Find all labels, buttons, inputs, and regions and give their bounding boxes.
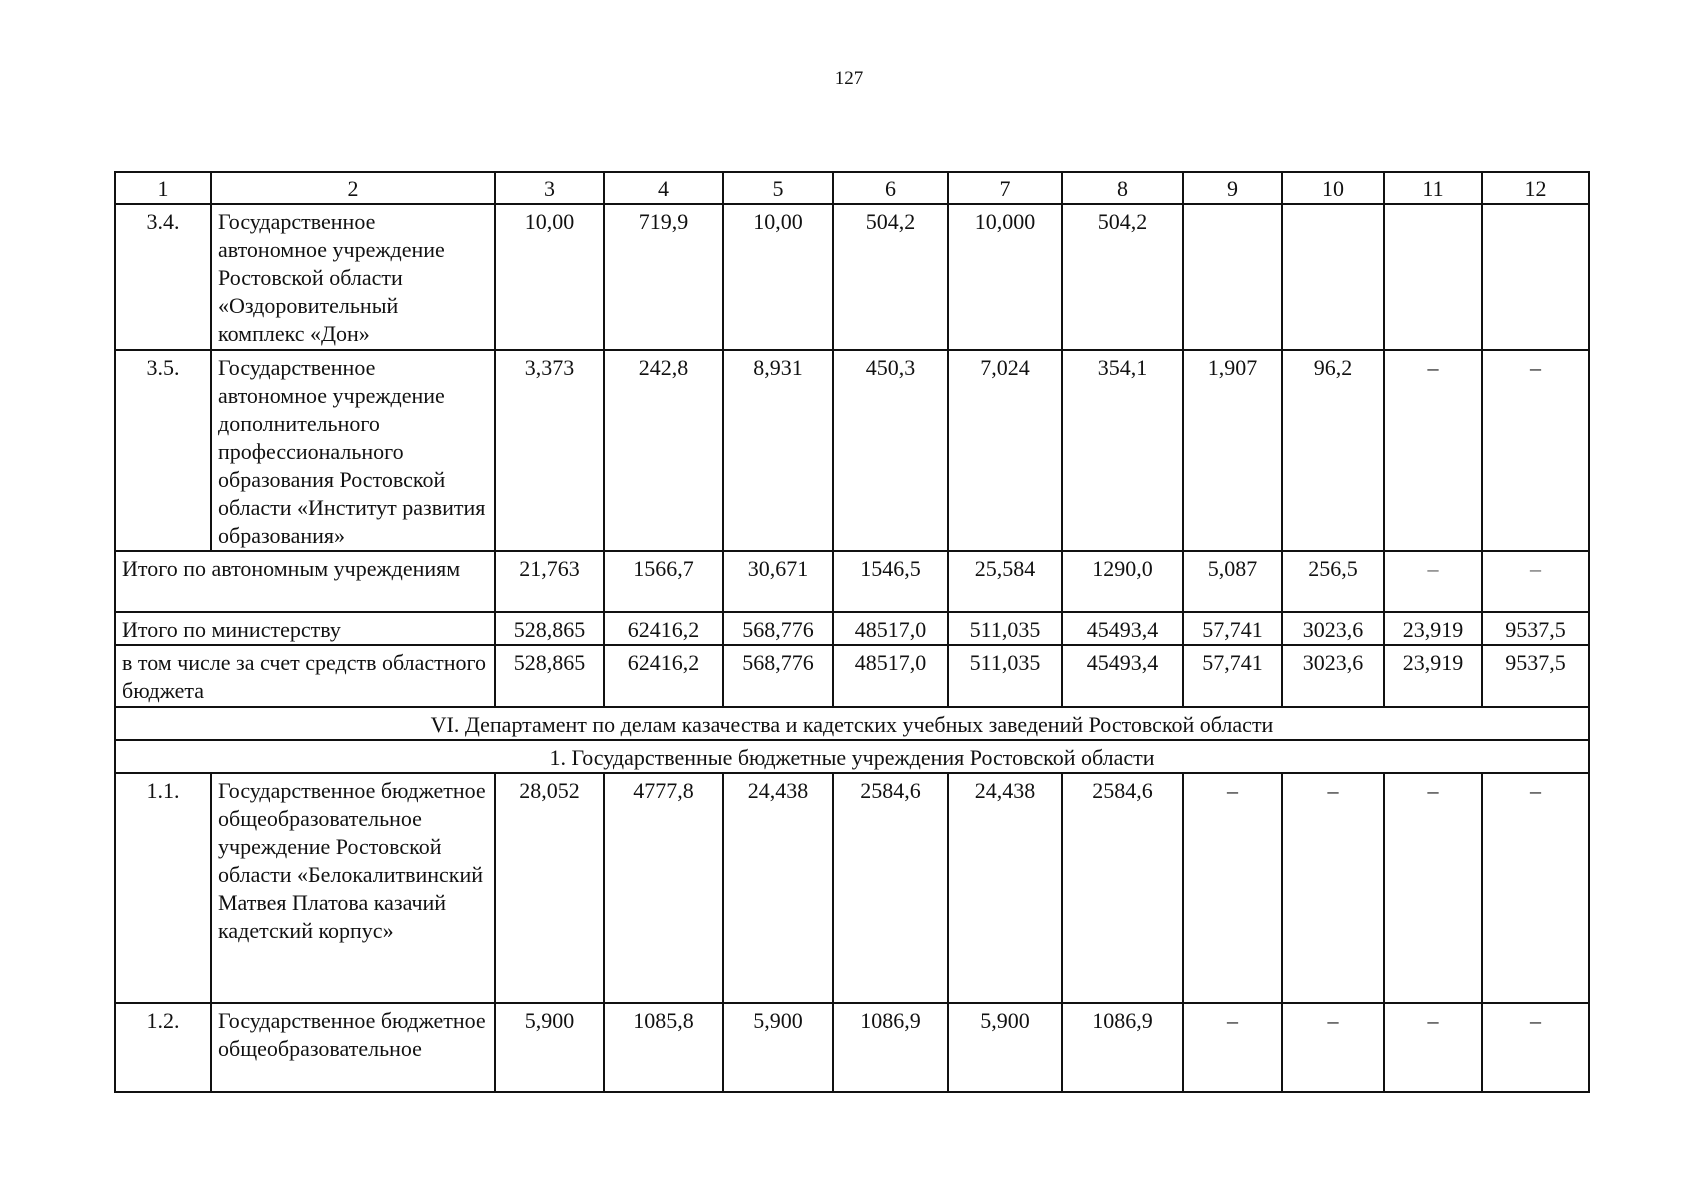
table-cell: 4777,8 xyxy=(604,773,723,1003)
column-number: 4 xyxy=(604,172,723,204)
table-cell: – xyxy=(1482,773,1589,1003)
table-cell: 568,776 xyxy=(723,612,833,645)
column-number: 6 xyxy=(833,172,948,204)
table-cell: 7,024 xyxy=(948,350,1062,551)
table-cell: 48517,0 xyxy=(833,645,948,707)
table-cell: 9537,5 xyxy=(1482,612,1589,645)
table-cell: 256,5 xyxy=(1282,551,1384,612)
table-cell xyxy=(1482,204,1589,350)
column-number: 10 xyxy=(1282,172,1384,204)
table-cell: 511,035 xyxy=(948,645,1062,707)
table-cell: 3023,6 xyxy=(1282,612,1384,645)
table-row xyxy=(115,204,1589,350)
row-number: 3.4. xyxy=(115,204,211,350)
table-cell: 62416,2 xyxy=(604,645,723,707)
institution-name: Государственное бюджетное общеобразовательное учреждение Ростовской области «Белокалитвинский Матвея Платова казачий кадетский корпус» xyxy=(211,773,495,1003)
total-label: Итого по автономным учреждениям xyxy=(115,551,495,612)
table-cell: 2584,6 xyxy=(1062,773,1183,1003)
table-cell: 504,2 xyxy=(833,204,948,350)
column-number: 11 xyxy=(1384,172,1482,204)
table-cell: 24,438 xyxy=(948,773,1062,1003)
table-cell: 57,741 xyxy=(1183,645,1282,707)
table-cell: – xyxy=(1183,1003,1282,1092)
table-cell: 10,00 xyxy=(495,204,604,350)
table-cell: 1085,8 xyxy=(604,1003,723,1092)
table-cell: 5,900 xyxy=(495,1003,604,1092)
table-cell: – xyxy=(1282,1003,1384,1092)
table-cell: 28,052 xyxy=(495,773,604,1003)
table-cell: 30,671 xyxy=(723,551,833,612)
table-cell: 1,907 xyxy=(1183,350,1282,551)
page-number: 127 xyxy=(834,68,864,89)
institution-name: Государственное автономное учреждение дополнительного профессионального образования Ростовской области «Институт развития образования» xyxy=(211,350,495,551)
total-row xyxy=(115,551,1589,612)
column-number: 12 xyxy=(1482,172,1589,204)
table-cell: – xyxy=(1384,350,1482,551)
table-cell: 3023,6 xyxy=(1282,645,1384,707)
table-cell: 23,919 xyxy=(1384,645,1482,707)
table-cell: 96,2 xyxy=(1282,350,1384,551)
subsection-title: 1. Государственные бюджетные учреждения Ростовской области xyxy=(115,740,1589,773)
table-cell: – xyxy=(1482,551,1589,612)
column-number: 2 xyxy=(211,172,495,204)
table-cell: 1546,5 xyxy=(833,551,948,612)
budget-table xyxy=(114,171,1590,1093)
table-cell: 5,087 xyxy=(1183,551,1282,612)
section-row xyxy=(115,707,1589,740)
column-number: 9 xyxy=(1183,172,1282,204)
table-cell: 10,00 xyxy=(723,204,833,350)
table-cell: – xyxy=(1482,1003,1589,1092)
column-number: 5 xyxy=(723,172,833,204)
table-cell: 48517,0 xyxy=(833,612,948,645)
table-cell: 1290,0 xyxy=(1062,551,1183,612)
institution-name: Государственное автономное учреждение Ростовской области «Оздоровительный комплекс «Дон» xyxy=(211,204,495,350)
table-cell: 8,931 xyxy=(723,350,833,551)
table-cell: 23,919 xyxy=(1384,612,1482,645)
table-cell: 568,776 xyxy=(723,645,833,707)
table-cell: 242,8 xyxy=(604,350,723,551)
table-cell: 1566,7 xyxy=(604,551,723,612)
table-cell xyxy=(1183,204,1282,350)
table-row xyxy=(115,773,1589,1003)
table-cell: – xyxy=(1384,551,1482,612)
table-cell: 354,1 xyxy=(1062,350,1183,551)
column-number: 8 xyxy=(1062,172,1183,204)
table-cell: 10,000 xyxy=(948,204,1062,350)
table-cell: 45493,4 xyxy=(1062,645,1183,707)
table-cell: 5,900 xyxy=(948,1003,1062,1092)
table-cell xyxy=(1384,204,1482,350)
table-cell: 9537,5 xyxy=(1482,645,1589,707)
table-cell: – xyxy=(1384,773,1482,1003)
column-number: 3 xyxy=(495,172,604,204)
total-row xyxy=(115,645,1589,707)
table-cell: 450,3 xyxy=(833,350,948,551)
table-cell: 1086,9 xyxy=(833,1003,948,1092)
column-number: 1 xyxy=(115,172,211,204)
row-number: 3.5. xyxy=(115,350,211,551)
table-cell: 21,763 xyxy=(495,551,604,612)
column-number-row xyxy=(115,172,1589,204)
table-cell: 3,373 xyxy=(495,350,604,551)
total-label: в том числе за счет средств областного бюджета xyxy=(115,645,495,707)
table-cell: 719,9 xyxy=(604,204,723,350)
table-cell: – xyxy=(1482,350,1589,551)
total-row xyxy=(115,612,1589,645)
table-cell: 24,438 xyxy=(723,773,833,1003)
section-title: VI. Департамент по делам казачества и кадетских учебных заведений Ростовской области xyxy=(115,707,1589,740)
table-cell: 45493,4 xyxy=(1062,612,1183,645)
table-cell: 511,035 xyxy=(948,612,1062,645)
table-cell: 5,900 xyxy=(723,1003,833,1092)
table-row xyxy=(115,1003,1589,1092)
table-cell: 528,865 xyxy=(495,645,604,707)
table-cell xyxy=(1282,204,1384,350)
table-cell: 528,865 xyxy=(495,612,604,645)
row-number: 1.1. xyxy=(115,773,211,1003)
table-cell: 62416,2 xyxy=(604,612,723,645)
table-row xyxy=(115,350,1589,551)
subsection-row xyxy=(115,740,1589,773)
table-cell: – xyxy=(1384,1003,1482,1092)
total-label: Итого по министерству xyxy=(115,612,495,645)
table-cell: – xyxy=(1282,773,1384,1003)
institution-name: Государственное бюджетное общеобразовательное xyxy=(211,1003,495,1092)
table-cell: 25,584 xyxy=(948,551,1062,612)
table-cell: 2584,6 xyxy=(833,773,948,1003)
table-cell: – xyxy=(1183,773,1282,1003)
table-cell: 57,741 xyxy=(1183,612,1282,645)
row-number: 1.2. xyxy=(115,1003,211,1092)
table-cell: 504,2 xyxy=(1062,204,1183,350)
column-number: 7 xyxy=(948,172,1062,204)
table-cell: 1086,9 xyxy=(1062,1003,1183,1092)
